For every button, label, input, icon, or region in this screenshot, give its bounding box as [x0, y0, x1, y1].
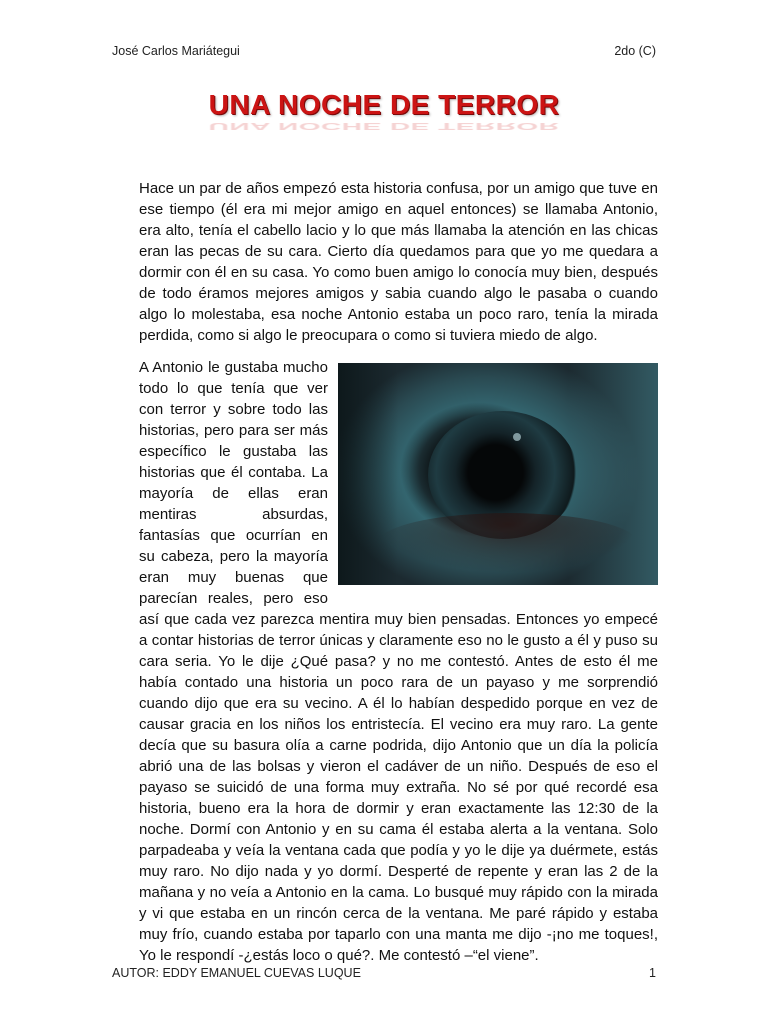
header-school: José Carlos Mariátegui — [112, 44, 240, 58]
paragraph-story — [139, 357, 658, 966]
paragraph-intro-text: Hace un par de años empezó esta historia confusa, por un amigo que tuve en ese tiempo (él era mi mejor amigo en aquel entonces) se llamaba Antonio, era alto, tenía el cabello lacio y lo que más llamaba la atención en las chicas eran las pecas de su cara. Cierto día quedamos para que yo me quedara a dormir con él en su casa. Yo como buen amigo lo conocía muy bien, después de todo éramos mejores amigos y sabia cuando algo le pasaba o cuando algo lo molestaba, esa noche Antonio estaba un poco raro, tenía la mirada perdida, como si algo le preocupara o como si tuviera miedo de algo. — [139, 180, 658, 344]
paragraph-intro — [139, 178, 658, 346]
header-grade: 2do (C) — [614, 44, 656, 58]
page-title: UNA NOCHE DE TERROR — [208, 89, 560, 120]
eye-image — [338, 363, 658, 585]
title-block — [0, 88, 768, 144]
footer-author: AUTOR: EDDY EMANUEL CUEVAS LUQUE — [112, 966, 361, 980]
footer-page-number: 1 — [649, 966, 656, 980]
eye-highlight — [513, 433, 521, 441]
eye-lower-lid — [378, 513, 638, 573]
page-footer — [112, 966, 656, 980]
paragraph-story-text: A Antonio le gustaba mucho todo lo que tenía que ver con terror y sobre todo las historias, pero para ser más específico le gustaba las historias que él contaba. La mayoría de ellas eran mentiras absurdas, fantasías que ocurrían en su cabeza, pero la mayoría eran muy buenas que parecían reales, pero eso así que cada vez parezca mentira muy bien pensadas. Entonces yo empecé a contar historias de terror únicas y claramente eso no le gusto a él y puso su cara seria. Yo le dije ¿Qué pasa? y no me contestó. Antes de esto él me había contado una historia un poco rara de un payaso y me sorprendió cuando dijo que era su vecino. A él lo habían despedido porque en vez de causar gracia en los niños los entristecía. El vecino era muy raro. La gente decía que su basura olía a carne podrida, dijo Antonio que un día la policía abrió una de las bolsas y vieron el cadáver de un niño. Después de eso el payaso se suicidó de una forma muy extraña. No sé por qué recordé esa historia, bueno era la hora de dormir y eran exactamente las 12:30 de la noche. Dormí con Antonio y en su cama él estaba alerta a la ventana. Solo parpadeaba y veía la ventana cada que podía y yo le dije ya duérmete, estás muy raro. No dijo nada y yo dormí. Desperté de repente y eran las 2 de la mañana y no veía a Antonio en la cama. Lo busqué muy rápido con la mirada y vi que estaba en un rincón cerca de la ventana. Me paré rápido y estaba muy frío, cuando estaba por taparlo con una manta me dijo -¡no me toques!, Yo le respondí -¿estás loco o qué?. Me contestó –“el viene”. — [139, 359, 658, 964]
page-header — [112, 44, 656, 58]
title-reflection: UNA NOCHE DE TERROR — [208, 120, 560, 132]
